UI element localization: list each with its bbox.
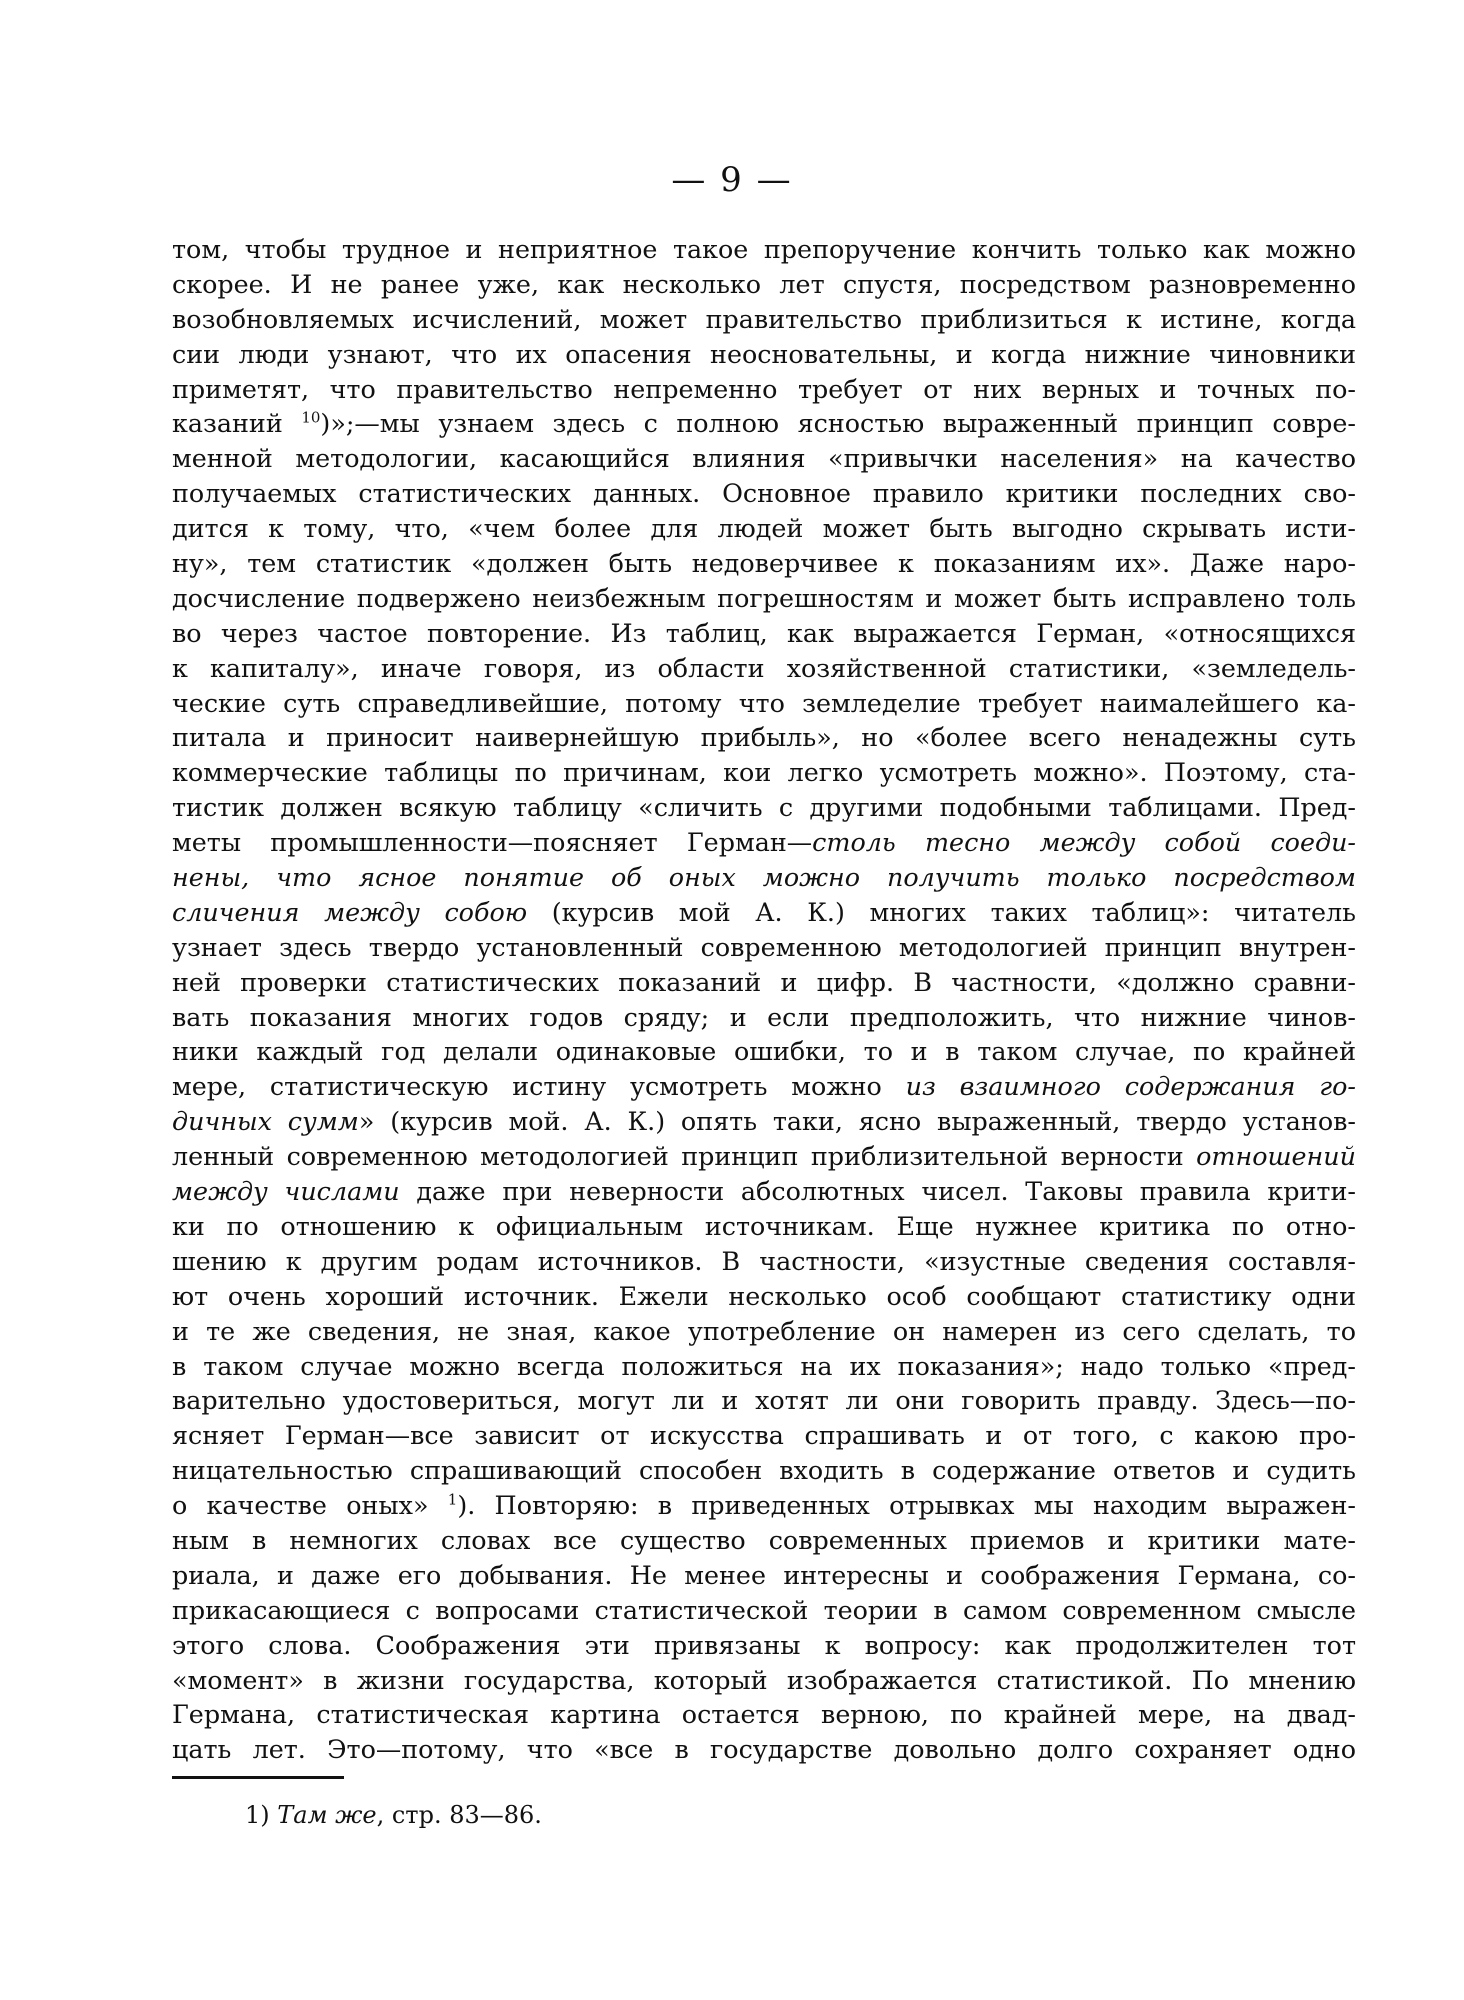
text-span: ют очень хороший источник. Ежели несколько особ сообщают статистику одни — [172, 1280, 1356, 1311]
text-span: )»;—мы узнаем здесь с полною ясностью выраженный принцип совре- — [320, 408, 1356, 439]
text-span: ным в немногих словах все существо современных приемов и критики мате- — [172, 1524, 1356, 1555]
footnote-paren: ) — [260, 1801, 278, 1829]
text-line — [172, 1209, 1356, 1244]
text-line — [172, 1279, 1356, 1314]
text-span: цать лет. Это—потому, что «все в государстве довольно долго сохраняет одно — [172, 1734, 1356, 1765]
text-span: шению к другим родам источников. В частности, «изустные сведения составля- — [172, 1245, 1356, 1276]
italic-span: отношений — [1196, 1141, 1356, 1172]
text-line — [172, 1523, 1356, 1558]
text-span: даже при неверности абсолютных чисел. Таковы правила крити- — [399, 1176, 1356, 1207]
text-line — [172, 1069, 1356, 1104]
text-line — [172, 1314, 1356, 1349]
text-span: дится к тому, что, «чем более для людей может быть выгодно скрывать исти- — [172, 513, 1356, 544]
text-span: ленный современною методологией принцип приблизительной верности — [172, 1141, 1197, 1172]
text-span: том, чтобы трудное и неприятное такое препоручение кончить только как можно — [172, 234, 1356, 264]
text-span: мере, статистическую истину усмотреть можно — [172, 1071, 906, 1102]
text-line — [172, 1663, 1356, 1698]
italic-span: из взаимного содержания го- — [905, 1071, 1356, 1102]
text-span: тистик должен всякую таблицу «сличить с другими подобными таблицами. Пред- — [172, 792, 1356, 823]
text-line — [172, 895, 1356, 930]
text-line — [172, 1488, 1356, 1523]
text-line — [172, 1697, 1356, 1732]
italic-span: между числами — [172, 1176, 400, 1207]
text-span: о качестве оных» — [172, 1490, 448, 1521]
text-line — [172, 930, 1356, 965]
text-line — [172, 372, 1356, 407]
text-line — [172, 406, 1356, 441]
text-span: ). Повторяю: в приведенных отрывках мы находим выражен- — [457, 1490, 1356, 1521]
text-line — [172, 860, 1356, 895]
text-span: менной методологии, касающийся влияния «привычки населения» на качество — [172, 443, 1356, 474]
text-span: ней проверки статистических показаний и цифр. В частности, «должно сравни- — [172, 966, 1356, 997]
text-line — [172, 1174, 1356, 1209]
text-span: ки по отношению к официальным источникам. Еще нужнее критика по отно- — [172, 1210, 1356, 1241]
italic-span: столь тесно между собой соеди- — [812, 827, 1357, 858]
text-line — [172, 825, 1356, 860]
footnote-pages: , стр. 83—86. — [376, 1801, 542, 1829]
text-line — [172, 790, 1356, 825]
text-line — [172, 755, 1356, 790]
text-span: узнает здесь твердо установленный современною методологией принцип внутрен- — [172, 931, 1356, 962]
text-line — [172, 302, 1356, 337]
text-span: досчисление подвержено неизбежным погрешностям и может быть исправлено толь — [172, 582, 1356, 613]
text-span: риала, и даже его добывания. Не менее интересны и соображения Германа, со- — [172, 1559, 1356, 1590]
text-span: прикасающиеся с вопросами статистической теории в самом современном смысле — [172, 1594, 1356, 1625]
text-line — [172, 337, 1356, 372]
text-span: (курсив мой А. К.) многих таких таблиц»: читатель — [527, 896, 1356, 927]
text-span: меты промышленности—поясняет Герман— — [172, 827, 813, 858]
text-span: приметят, что правительство непременно требует от них верных и точных по- — [172, 373, 1356, 404]
text-line — [172, 1349, 1356, 1384]
body-text — [172, 232, 1356, 1767]
text-span: сии люди узнают, что их опасения неосновательны, и когда нижние чиновники — [172, 338, 1356, 369]
text-line — [172, 476, 1356, 511]
italic-span: нены, что ясное понятие об оных можно получить только посредством — [172, 862, 1356, 893]
text-span: ясняет Герман—все зависит от искусства спрашивать и от того, с какою про- — [172, 1420, 1356, 1451]
text-span: и те же сведения, не зная, какое употребление он намерен из сего сделать, то — [172, 1315, 1356, 1346]
text-span: коммерческие таблицы по причинам, кои легко усмотреть можно». Поэтому, ста- — [172, 757, 1356, 788]
text-line — [172, 546, 1356, 581]
text-line — [172, 651, 1356, 686]
text-line — [172, 1418, 1356, 1453]
text-span: получаемых статистических данных. Основное правило критики последних сво- — [172, 478, 1356, 509]
text-line — [172, 1034, 1356, 1069]
text-span: ческие суть справедливейшие, потому что земледелие требует наималейшего ка- — [172, 687, 1356, 718]
text-span: ну», тем статистик «должен быть недоверчивее к показаниям их». Даже наро- — [172, 548, 1356, 579]
text-span: питала и приносит наивернейшую прибыль», но «более всего ненадежны суть — [172, 722, 1356, 753]
footnote-source: Там же — [277, 1801, 377, 1829]
text-line — [172, 441, 1356, 476]
text-span: ники каждый год делали одинаковые ошибки, то и в таком случае, по крайней — [172, 1036, 1356, 1067]
text-span: во через частое повторение. Из таблиц, как выражается Герман, «относящихся — [172, 617, 1356, 648]
text-line — [172, 1628, 1356, 1663]
text-line — [172, 1000, 1356, 1035]
text-line — [172, 1244, 1356, 1279]
page-number: — 9 — — [671, 160, 793, 200]
italic-span: сличения между собою — [172, 896, 528, 927]
text-span: в таком случае можно всегда положиться на их показания»; надо только «пред- — [172, 1350, 1356, 1381]
footnote-reference: 10 — [301, 408, 321, 427]
text-span: казаний — [172, 408, 302, 439]
text-span: скорее. И не ранее уже, как несколько лет спустя, посредством разновременно — [172, 268, 1356, 299]
text-line — [172, 616, 1356, 651]
text-line — [172, 1593, 1356, 1628]
text-span: варительно удостовериться, могут ли и хотят ли они говорить правду. Здесь—по- — [172, 1385, 1356, 1416]
footnote-marker: 1 — [245, 1801, 261, 1829]
text-line — [172, 686, 1356, 721]
text-line — [172, 1453, 1356, 1488]
footnote-reference: 1 — [447, 1490, 458, 1509]
text-span: ницательностью спрашивающий способен входить в содержание ответов и судить — [172, 1455, 1356, 1486]
text-line — [172, 1383, 1356, 1418]
footnote — [245, 1800, 542, 1830]
text-line — [172, 581, 1356, 616]
text-line — [172, 232, 1356, 267]
text-span: возобновляемых исчислений, может правительство приблизиться к истине, когда — [172, 303, 1356, 334]
italic-span: дичных сумм — [172, 1106, 359, 1137]
text-span: к капиталу», иначе говоря, из области хозяйственной статистики, «земледель- — [172, 652, 1356, 683]
text-line — [172, 1139, 1356, 1174]
text-line — [172, 511, 1356, 546]
text-span: вать показания многих годов сряду; и если предположить, что нижние чинов- — [172, 1001, 1356, 1032]
text-line — [172, 965, 1356, 1000]
text-line — [172, 267, 1356, 302]
text-span: «момент» в жизни государства, который изображается статистикой. По мнению — [172, 1664, 1356, 1695]
footnote-divider — [172, 1776, 344, 1779]
text-line — [172, 720, 1356, 755]
text-span: этого слова. Соображения эти привязаны к вопросу: как продолжителен тот — [172, 1629, 1356, 1660]
text-span: Германа, статистическая картина остается верною, по крайней мере, на двад- — [172, 1699, 1356, 1730]
text-span: » (курсив мой. А. К.) опять таки, ясно выраженный, твердо установ- — [358, 1106, 1356, 1137]
text-line — [172, 1558, 1356, 1593]
text-line — [172, 1104, 1356, 1139]
text-line — [172, 1732, 1356, 1767]
